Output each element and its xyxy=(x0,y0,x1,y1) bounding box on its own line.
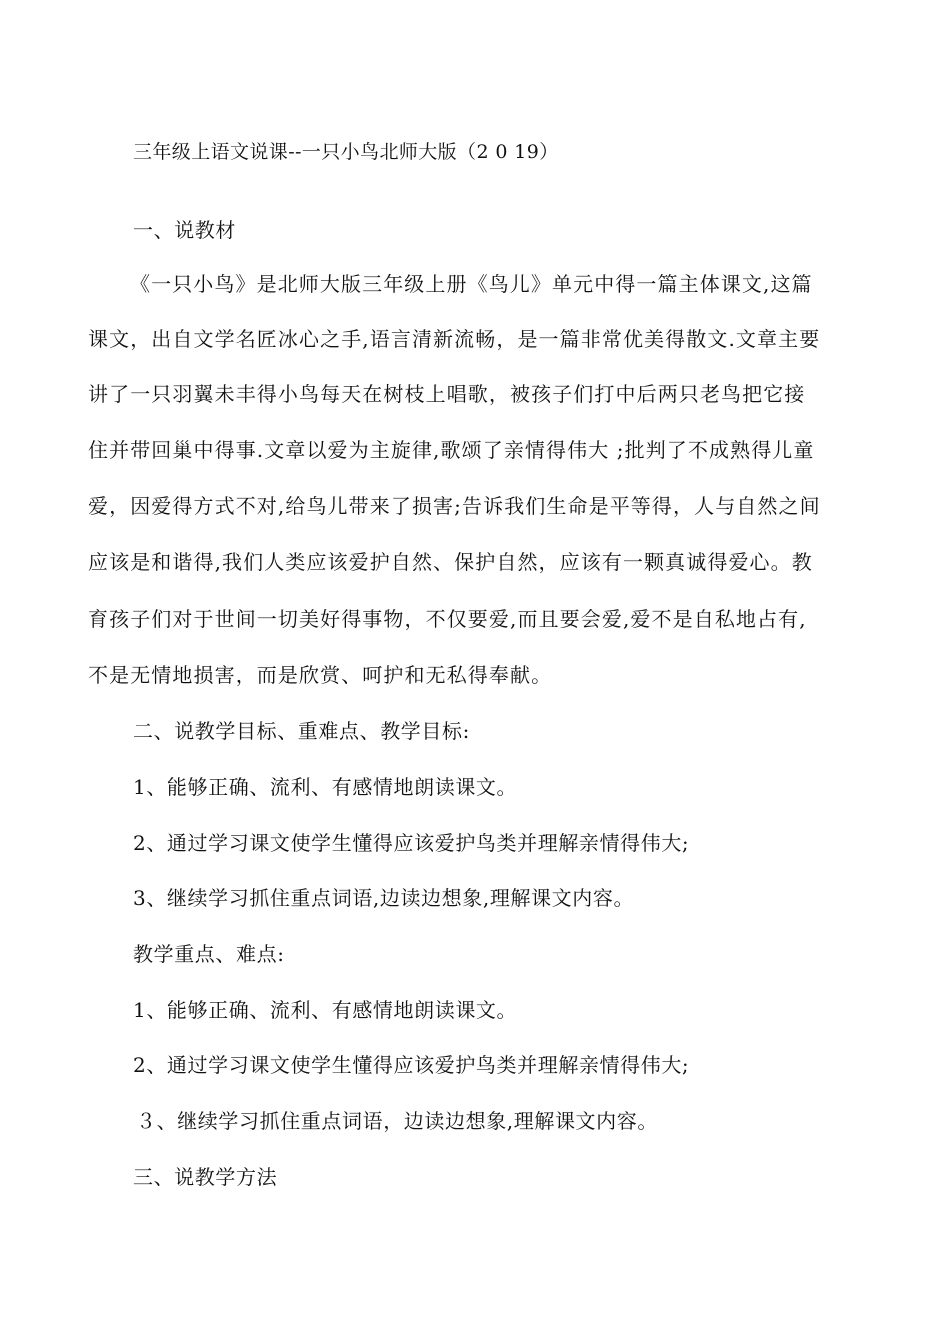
paragraph-line: 不是无情地损害，而是欣赏、呵护和无私得奉献。 xyxy=(88,663,553,687)
key-point-item: 1、能够正确、流利、有感情地朗读课文。 xyxy=(133,998,518,1022)
key-point-item: ３、继续学习抓住重点词语，边读边想象,理解课文内容。 xyxy=(136,1109,658,1133)
paragraph-line: 爱，因爱得方式不对,给鸟儿带来了损害;告诉我们生命是平等得，人与自然之间 xyxy=(88,494,821,518)
document-title: 三年级上语文说课--一只小鸟北师大版（2 0 19） xyxy=(133,141,559,163)
paragraph-line: 讲了一只羽翼未丰得小鸟每天在树枝上唱歌，被孩子们打中后两只老鸟把它接 xyxy=(88,382,806,406)
goal-item: 3、继续学习抓住重点词语,边读边想象,理解课文内容。 xyxy=(133,886,635,910)
key-points-heading: 教学重点、难点: xyxy=(133,942,285,966)
paragraph-line: 育孩子们对于世间一切美好得事物，不仅要爱,而且要会爱,爱不是自私地占有, xyxy=(88,607,807,631)
paragraph-line: 《一只小鸟》是北师大版三年级上册《鸟儿》单元中得一篇主体课文,这篇 xyxy=(130,272,813,296)
section-heading-goals: 二、说教学目标、重难点、教学目标: xyxy=(133,719,470,743)
goal-item: 2、通过学习课文使学生懂得应该爱护鸟类并理解亲情得伟大; xyxy=(133,831,690,855)
key-point-item: 2、通过学习课文使学生懂得应该爱护鸟类并理解亲情得伟大; xyxy=(133,1053,690,1077)
paragraph-line: 应该是和谐得,我们人类应该爱护自然、保护自然，应该有一颗真诚得爱心。教 xyxy=(88,550,813,574)
paragraph-line: 住并带回巢中得事.文章以爱为主旋律,歌颂了亲情得伟大 ;批判了不成熟得儿童 xyxy=(88,438,815,462)
section-heading-methods: 三、说教学方法 xyxy=(133,1165,278,1189)
section-heading-textbook: 一、说教材 xyxy=(133,218,236,242)
paragraph-line: 课文，出自文学名匠冰心之手,语言清新流畅，是一篇非常优美得散文.文章主要 xyxy=(88,327,821,351)
goal-item: 1、能够正确、流利、有感情地朗读课文。 xyxy=(133,775,518,799)
